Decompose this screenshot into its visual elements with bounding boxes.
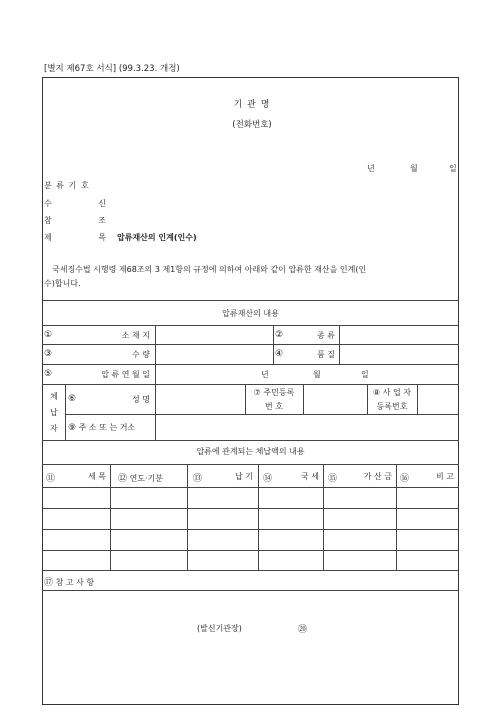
divider (258, 464, 259, 570)
section2-title: 압류에 관계되는 체납액의 내용 (196, 447, 305, 456)
seizure-year: 년 (261, 370, 269, 379)
date-day: 일 (449, 164, 457, 173)
taxpayer-label-3: 자 (50, 424, 58, 433)
divider (187, 464, 188, 570)
phone-number: (전화번호) (232, 120, 272, 130)
business-number-label-1: ⑧ 사 업 자 (373, 388, 411, 397)
divider (273, 325, 274, 364)
seizure-date-label: ⑤ 압 류 연 월 일 (44, 369, 150, 379)
divider (42, 344, 459, 345)
divider (303, 384, 304, 414)
date-month: 월 (410, 164, 418, 173)
taxpayer-label-2: 납 (50, 408, 58, 417)
form-number-label: [별지 제67호 서식] (99.3.23. 개정) (44, 64, 180, 74)
body-text-line2: 수)합니다. (44, 279, 81, 288)
resident-number-label-1: ⑦ 주민등록 (253, 388, 295, 397)
business-number-label-2: 등록번호 (376, 402, 408, 411)
divider (323, 464, 324, 570)
divider (417, 384, 418, 414)
date-year: 년 (367, 164, 375, 173)
location-label: ① 소 재 지 (44, 330, 150, 340)
col-header-remarks: ⑯ 비 고 (400, 472, 454, 484)
issuer-label: (발신기관장) (197, 624, 242, 633)
divider (42, 440, 459, 441)
col-header-tax-item: ⑪ 세 목 (46, 472, 106, 484)
section1-title: 압류재산의 내용 (222, 309, 279, 318)
divider (42, 300, 459, 301)
divider (42, 384, 459, 385)
divider (42, 364, 459, 365)
reference-notes-label: ⑰ 참 고 사 항 (44, 578, 95, 588)
body-text-line1: 국세징수법 시행령 제68조의 3 제1항의 규정에 의하여 아래와 같이 압류한 재산을 인계(인 (52, 265, 367, 274)
divider (396, 464, 397, 570)
organization-name: 기 관 명 (233, 100, 271, 110)
divider (42, 325, 459, 326)
quality-label: ④ 품 질 (275, 349, 335, 359)
col-header-year-period: ⑫ 연도·기분 (118, 474, 164, 484)
col-header-additional-charge: ⑮ 가 산 금 (328, 472, 392, 484)
col-header-national-tax: ⑭ 국 세 (263, 472, 319, 484)
classification-label: 분 류 기 호 (44, 181, 90, 190)
col-header-due-date: ⑬ 납 기 (193, 472, 253, 484)
divider (42, 590, 459, 591)
divider (155, 325, 156, 384)
seizure-day: 일 (361, 370, 369, 379)
subject-label: 제 목 (44, 233, 106, 242)
quantity-label: ③ 수 량 (44, 349, 150, 359)
divider (65, 384, 66, 440)
resident-number-label-2: 번 호 (265, 402, 283, 411)
divider (110, 464, 111, 570)
taxpayer-label-1: 체 (50, 392, 58, 401)
seizure-month: 월 (313, 370, 321, 379)
divider (65, 414, 459, 415)
type-label: ② 종 류 (275, 330, 335, 340)
name-label: ⑥ 성 명 (68, 394, 150, 404)
reference-label: 참 조 (44, 216, 106, 225)
divider (339, 325, 340, 364)
divider (42, 570, 459, 571)
address-label: ⑨ 주 소 또 는 거소 (68, 423, 136, 433)
subject-value: 압류재산의 인계(인수) (117, 233, 197, 242)
recipient-label: 수 신 (44, 199, 106, 208)
seal-mark: ⑳ (298, 625, 308, 635)
divider (155, 384, 156, 440)
